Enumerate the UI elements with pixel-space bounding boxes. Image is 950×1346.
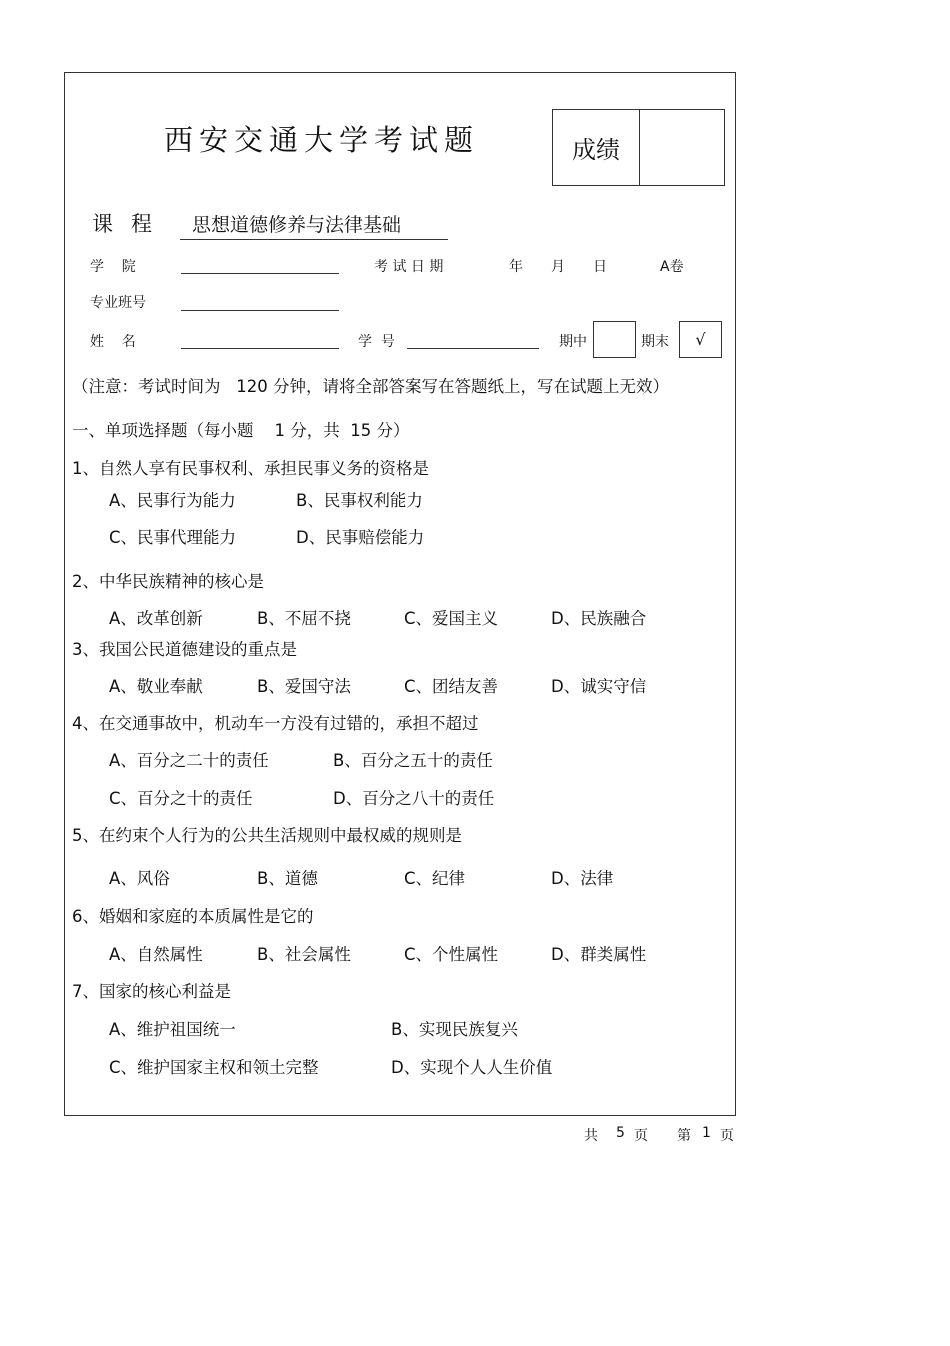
option-a: A、民事行为能力: [109, 491, 236, 510]
option-c: C、个性属性: [404, 945, 499, 964]
final-label: 期末: [641, 334, 669, 350]
class-field: [181, 310, 339, 311]
section-title: 一、单项选择题（每小题 1 分，共 15 分）: [72, 421, 410, 440]
option-c: C、纪律: [404, 869, 466, 888]
option-b: B、爱国守法: [257, 677, 351, 696]
score-value-cell: [640, 110, 724, 185]
footer-total-pages: 5: [616, 1125, 625, 1141]
student-id-field: [407, 348, 539, 349]
option-b: B、道德: [257, 869, 318, 888]
option-d: D、民事赔偿能力: [296, 528, 425, 547]
exam-date-label: 考 试 日 期: [374, 259, 444, 275]
exam-title: 西安交通大学考试题: [164, 123, 480, 157]
question-stem: 3、我国公民道德建设的重点是: [72, 640, 297, 659]
paper-label: A卷: [660, 259, 684, 275]
option-b: B、百分之五十的责任: [333, 751, 493, 770]
option-b: B、不屈不挠: [257, 609, 351, 628]
midterm-checkbox: [593, 321, 636, 358]
option-d: D、诚实守信: [551, 677, 647, 696]
footer-page-label: 第: [677, 1128, 691, 1144]
class-label: 专业班号: [90, 295, 146, 311]
question-stem: 2、中华民族精神的核心是: [72, 572, 264, 591]
option-b: B、社会属性: [257, 945, 351, 964]
option-a: A、维护祖国统一: [109, 1020, 236, 1039]
footer-page-unit: 页: [634, 1128, 648, 1144]
midterm-label: 期中: [559, 334, 587, 350]
course-value: 思想道德修养与法律基础: [180, 210, 448, 240]
option-b: B、实现民族复兴: [391, 1020, 518, 1039]
option-d: D、实现个人人生价值: [391, 1058, 553, 1077]
option-a: A、自然属性: [109, 945, 203, 964]
name-label: 姓 名: [90, 334, 136, 350]
option-c: C、百分之十的责任: [109, 789, 253, 808]
footer-page-unit2: 页: [720, 1128, 734, 1144]
college-field: [181, 273, 339, 274]
option-d: D、民族融合: [551, 609, 647, 628]
option-c: C、民事代理能力: [109, 528, 237, 547]
footer-page-number: 1: [702, 1125, 711, 1141]
option-c: C、团结友善: [404, 677, 499, 696]
name-field: [181, 348, 339, 349]
option-a: A、敬业奉献: [109, 677, 203, 696]
day-label: 日: [593, 259, 607, 275]
score-label: 成绩: [553, 110, 640, 185]
option-b: B、民事权利能力: [296, 491, 423, 510]
footer-total-label: 共: [584, 1128, 598, 1144]
question-stem: 4、在交通事故中，机动车一方没有过错的，承担不超过: [72, 714, 479, 733]
course-label: 课程: [92, 212, 170, 236]
option-d: D、法律: [551, 869, 614, 888]
student-id-label: 学 号: [358, 334, 395, 350]
option-c: C、维护国家主权和领土完整: [109, 1058, 319, 1077]
question-stem: 7、国家的核心利益是: [72, 982, 231, 1001]
option-a: A、风俗: [109, 869, 170, 888]
option-c: C、爱国主义: [404, 609, 499, 628]
option-a: A、百分之二十的责任: [109, 751, 269, 770]
month-label: 月: [551, 259, 565, 275]
final-checkbox: [679, 321, 722, 358]
option-d: D、群类属性: [551, 945, 647, 964]
score-box: [552, 109, 725, 186]
question-stem: 5、在约束个人行为的公共生活规则中最权威的规则是: [72, 826, 462, 845]
year-label: 年: [509, 259, 523, 275]
college-label: 学 院: [90, 259, 136, 275]
question-stem: 1、自然人享有民事权利、承担民事义务的资格是: [72, 459, 429, 478]
check-mark: √: [695, 330, 706, 349]
exam-notice: （注意：考试时间为 120 分钟，请将全部答案写在答题纸上，写在试题上无效）: [72, 377, 669, 396]
option-d: D、百分之八十的责任: [333, 789, 495, 808]
option-a: A、改革创新: [109, 609, 203, 628]
question-stem: 6、婚姻和家庭的本质属性是它的: [72, 907, 314, 926]
